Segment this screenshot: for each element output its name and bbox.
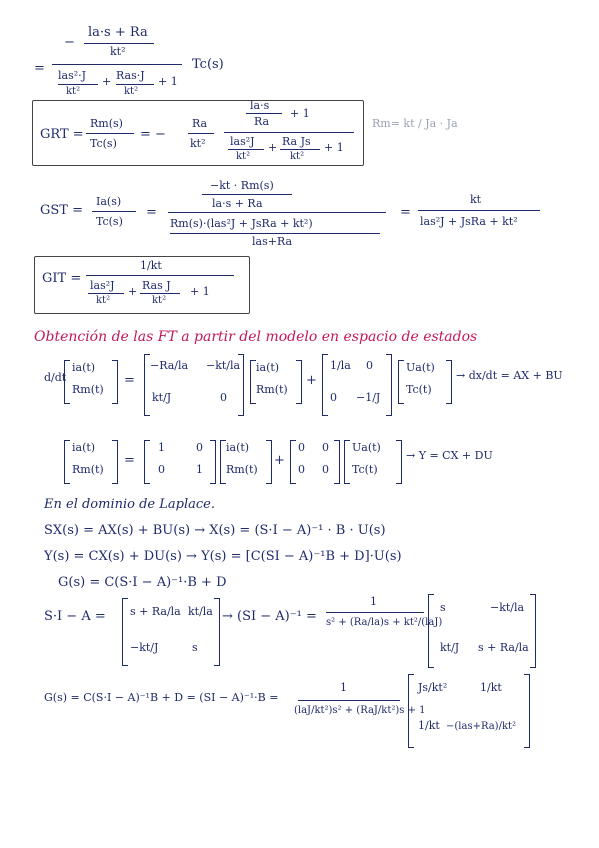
- top-num: −kt · Rm(s): [210, 179, 274, 192]
- term: kt²: [124, 86, 139, 97]
- laplace-line-2: Y(s) = CX(s) + DU(s) → Y(s) = [C(SI − A)⁻¹B + D]·U(s): [44, 549, 402, 564]
- b22: −1/J: [356, 391, 381, 404]
- b12: 0: [366, 359, 373, 372]
- gs-lhs: G(s) = C(S·I − A)⁻¹B + D = (SI − A)⁻¹·B =: [44, 691, 279, 704]
- rhs: Tc(s): [192, 57, 224, 72]
- g11: Js/kt²: [418, 681, 448, 694]
- section-heading: Obtención de las FT a partir del modelo en espacio de estados: [34, 329, 478, 345]
- plus-sign: +: [102, 75, 112, 88]
- grt-num: Rm(s): [90, 117, 123, 130]
- gs-num: 1: [340, 681, 347, 694]
- grt-den: Tc(s): [90, 137, 117, 150]
- state-arrow: → dx/dt = AX + BU: [456, 369, 563, 382]
- bot-num: Rm(s)·(las²J + JsRa + kt²): [170, 217, 313, 230]
- eq: =: [124, 453, 135, 468]
- y2: Rm(t): [72, 463, 104, 476]
- d12: 0: [322, 441, 329, 454]
- plus-sign: +: [128, 285, 138, 298]
- m21: −kt/J: [130, 641, 159, 654]
- u1: Ua(t): [406, 361, 435, 374]
- u2: Tc(t): [406, 383, 432, 396]
- x2: Rm(t): [72, 383, 104, 396]
- eq: =: [400, 205, 411, 220]
- laplace-title: En el dominio de Laplace.: [44, 497, 215, 512]
- term: + 1: [190, 285, 210, 298]
- fraction-numerator: la·s + Ra: [88, 25, 148, 40]
- gst-num: Ia(s): [96, 195, 122, 208]
- a22: 0: [220, 391, 227, 404]
- plus: +: [274, 453, 285, 468]
- coef-den: kt²: [190, 137, 206, 150]
- laplace-line-1: SX(s) = AX(s) + BU(s) → X(s) = (S·I − A)⁻¹ · B · U(s): [44, 523, 386, 538]
- plus: +: [306, 373, 317, 388]
- x2: Rm(t): [256, 383, 288, 396]
- term: kt²: [96, 295, 111, 306]
- eq: = −: [140, 127, 166, 142]
- term: Ra Js: [282, 135, 311, 148]
- a21: kt/J: [152, 391, 172, 404]
- equals-sign: =: [34, 61, 45, 76]
- laplace-line-3: G(s) = C(S·I − A)⁻¹·B + D: [58, 575, 227, 590]
- x2: Rm(t): [226, 463, 258, 476]
- x1: ia(t): [72, 361, 96, 374]
- git-label: GIT =: [42, 271, 82, 286]
- inverse-label: → (SI − A)⁻¹ =: [222, 609, 317, 624]
- term: kt²: [290, 151, 305, 162]
- eq: =: [124, 373, 135, 388]
- term: las²J: [90, 279, 115, 292]
- top-den: la·s + Ra: [212, 197, 263, 210]
- c11: 1: [158, 441, 165, 454]
- margin-note: Rm= kt / Ja · Ja: [372, 117, 458, 130]
- m12: kt/la: [188, 605, 213, 618]
- fraction-denominator: kt²: [110, 45, 126, 58]
- inv-den: s² + (Ra/la)s + kt²/(laJ): [326, 617, 443, 628]
- term: las²J: [230, 135, 255, 148]
- minus-sign: −: [64, 35, 75, 50]
- u2: Tc(t): [352, 463, 378, 476]
- term: kt²: [236, 151, 251, 162]
- coef-num: Ra: [192, 117, 208, 130]
- term: Ras·J: [116, 69, 145, 82]
- plus-sign: +: [268, 141, 278, 154]
- gst-den: Tc(s): [96, 215, 123, 228]
- git-num: 1/kt: [140, 259, 162, 272]
- term: kt²: [152, 295, 167, 306]
- term: + 1: [158, 75, 178, 88]
- gs-den: (laJ/kt²)s² + (RaJ/kt²)s + 1: [294, 705, 426, 716]
- m22: s: [192, 641, 198, 654]
- c22: 1: [196, 463, 203, 476]
- b21: 0: [330, 391, 337, 404]
- term: la·s: [250, 99, 270, 112]
- res-den: las²J + JsRa + kt²: [420, 215, 518, 228]
- x1: ia(t): [256, 361, 280, 374]
- a12: −kt/la: [206, 359, 241, 372]
- term: las²·J: [58, 69, 87, 82]
- g21: 1/kt: [418, 719, 440, 732]
- term: Ra: [254, 115, 270, 128]
- res-num: kt: [470, 193, 482, 206]
- term: kt²: [66, 86, 81, 97]
- eq: =: [146, 205, 157, 220]
- d22: 0: [322, 463, 329, 476]
- output-arrow: → Y = CX + DU: [406, 449, 493, 462]
- m11: s + Ra/la: [130, 605, 181, 618]
- u1: Ua(t): [352, 441, 381, 454]
- inv-num: 1: [370, 595, 377, 608]
- term: + 1: [290, 107, 310, 120]
- c21: 0: [158, 463, 165, 476]
- n21: kt/J: [440, 641, 460, 654]
- y1: ia(t): [72, 441, 96, 454]
- n12: −kt/la: [490, 601, 525, 614]
- x1: ia(t): [226, 441, 250, 454]
- grt-label: GRT =: [40, 127, 84, 142]
- c12: 0: [196, 441, 203, 454]
- n22: s + Ra/la: [478, 641, 529, 654]
- deriv: d/dt: [44, 371, 67, 384]
- term: + 1: [324, 141, 344, 154]
- g12: 1/kt: [480, 681, 502, 694]
- n11: s: [440, 601, 446, 614]
- bot-den: las+Ra: [252, 235, 293, 248]
- g22: −(las+Ra)/kt²: [446, 721, 517, 732]
- term: Ras J: [142, 279, 171, 292]
- a11: −Ra/la: [150, 359, 189, 372]
- b11: 1/la: [330, 359, 351, 372]
- d21: 0: [298, 463, 305, 476]
- si-a-label: S·I − A =: [44, 609, 106, 624]
- d11: 0: [298, 441, 305, 454]
- gst-label: GST =: [40, 203, 83, 218]
